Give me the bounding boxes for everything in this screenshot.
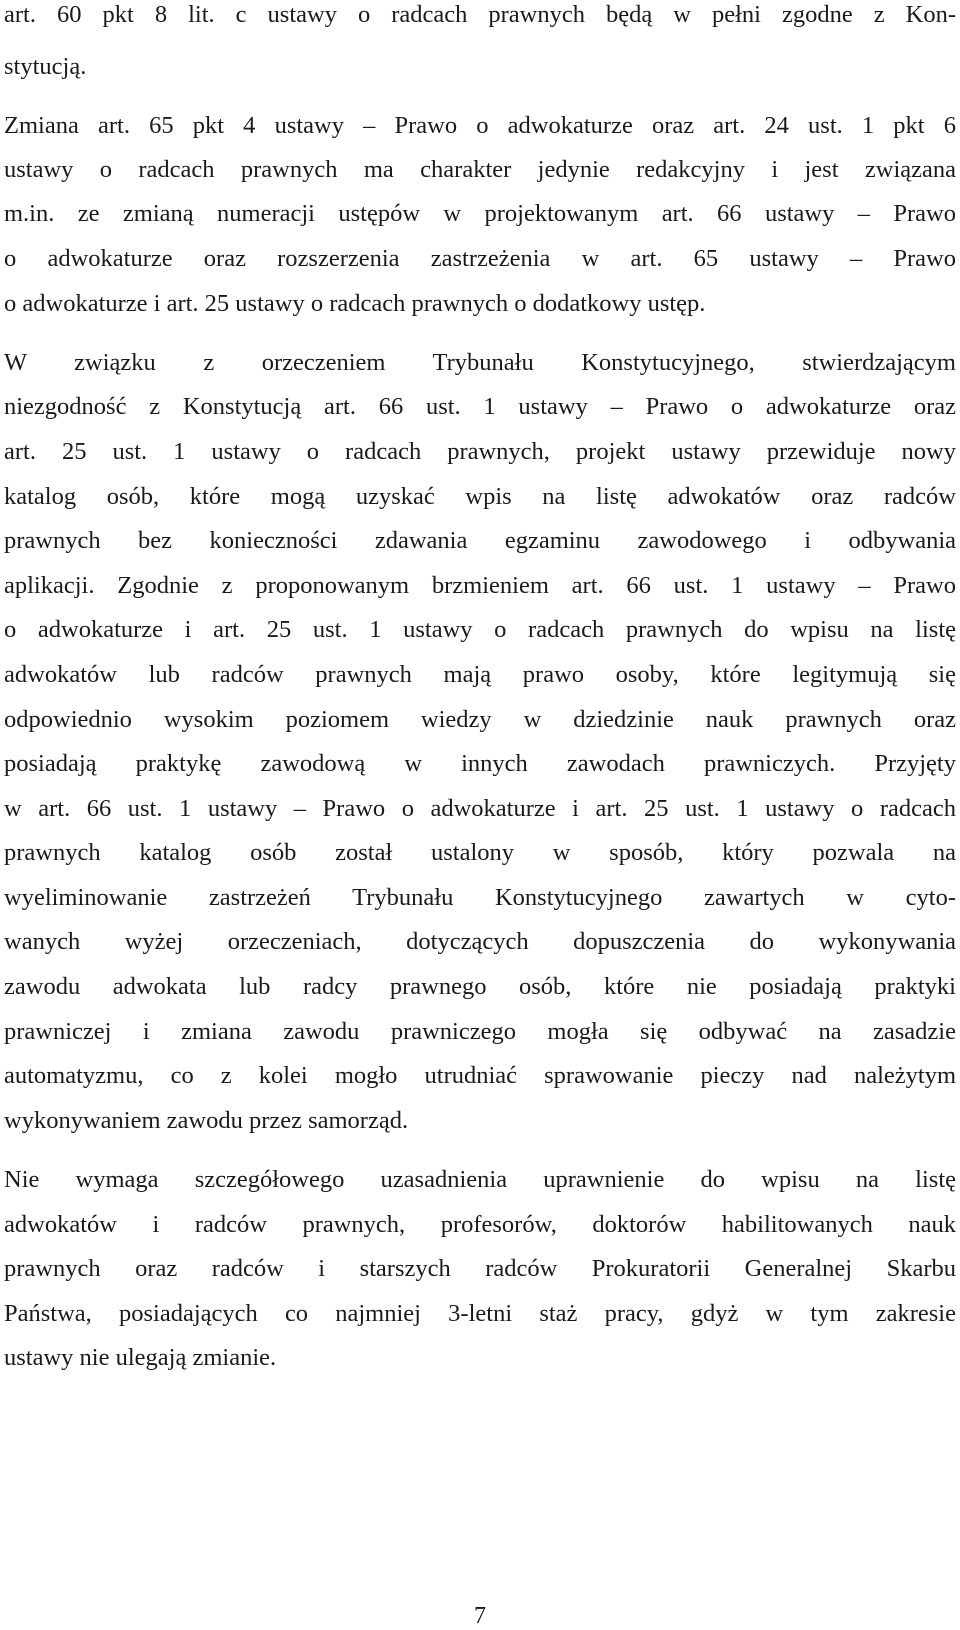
text-line: prawniczej i zmiana zawodu prawniczego mogła się odbywać na zasadzie: [4, 1018, 956, 1045]
text-line: m.in. ze zmianą numeracji ustępów w projektowanym art. 66 ustawy – Prawo: [4, 200, 956, 227]
text-line: aplikacji. Zgodnie z proponowanym brzmieniem art. 66 ust. 1 ustawy – Prawo: [4, 572, 956, 599]
text-line: ustawy o radcach prawnych ma charakter jedynie redakcyjny i jest związana: [4, 156, 956, 183]
text-line: art. 60 pkt 8 lit. c ustawy o radcach prawnych będą w pełni zgodne z Kon-: [4, 1, 956, 28]
text-line: adwokatów lub radców prawnych mają prawo osoby, które legitymują się: [4, 661, 956, 688]
text-line: o adwokaturze oraz rozszerzenia zastrzeżenia w art. 65 ustawy – Prawo: [4, 245, 956, 272]
text-line: zawodu adwokata lub radcy prawnego osób, które nie posiadają praktyki: [4, 973, 956, 1000]
text-line: automatyzmu, co z kolei mogło utrudniać sprawowanie pieczy nad należytym: [4, 1062, 956, 1089]
text-line: niezgodność z Konstytucją art. 66 ust. 1 ustawy – Prawo o adwokaturze oraz: [4, 393, 956, 420]
text-line: prawnych bez konieczności zdawania egzaminu zawodowego i odbywania: [4, 527, 956, 554]
text-line: stytucją.: [4, 53, 87, 80]
text-line: art. 25 ust. 1 ustawy o radcach prawnych, projekt ustawy przewiduje nowy: [4, 438, 956, 465]
text-line: o adwokaturze i art. 25 ustawy o radcach prawnych o dodatkowy ustęp.: [4, 290, 706, 317]
text-line: prawnych katalog osób został ustalony w sposób, który pozwala na: [4, 839, 956, 866]
text-line: katalog osób, które mogą uzyskać wpis na listę adwokatów oraz radców: [4, 483, 956, 510]
text-line: wyeliminowanie zastrzeżeń Trybunału Konstytucyjnego zawartych w cyto-: [4, 884, 956, 911]
text-line: posiadają praktykę zawodową w innych zawodach prawniczych. Przyjęty: [4, 750, 956, 777]
text-line: ustawy nie ulegają zmianie.: [4, 1344, 277, 1371]
text-line: prawnych oraz radców i starszych radców Prokuratorii Generalnej Skarbu: [4, 1255, 956, 1282]
text-line: W związku z orzeczeniem Trybunału Konstytucyjnego, stwierdzającym: [4, 349, 956, 376]
text-line: w art. 66 ust. 1 ustawy – Prawo o adwokaturze i art. 25 ust. 1 ustawy o radcach: [4, 795, 956, 822]
text-line: Państwa, posiadających co najmniej 3-letni staż pracy, gdyż w tym zakresie: [4, 1300, 956, 1327]
page-number: 7: [474, 1603, 486, 1629]
text-line: odpowiednio wysokim poziomem wiedzy w dziedzinie nauk prawnych oraz: [4, 706, 956, 733]
text-line: Zmiana art. 65 pkt 4 ustawy – Prawo o adwokaturze oraz art. 24 ust. 1 pkt 6: [4, 112, 956, 139]
text-line: wykonywaniem zawodu przez samorząd.: [4, 1107, 409, 1134]
text-line: o adwokaturze i art. 25 ust. 1 ustawy o radcach prawnych do wpisu na listę: [4, 616, 956, 643]
text-line: adwokatów i radców prawnych, profesorów, doktorów habilitowanych nauk: [4, 1211, 956, 1238]
text-line: Nie wymaga szczegółowego uzasadnienia uprawnienie do wpisu na listę: [4, 1166, 956, 1193]
text-line: wanych wyżej orzeczeniach, dotyczących dopuszczenia do wykonywania: [4, 928, 956, 955]
